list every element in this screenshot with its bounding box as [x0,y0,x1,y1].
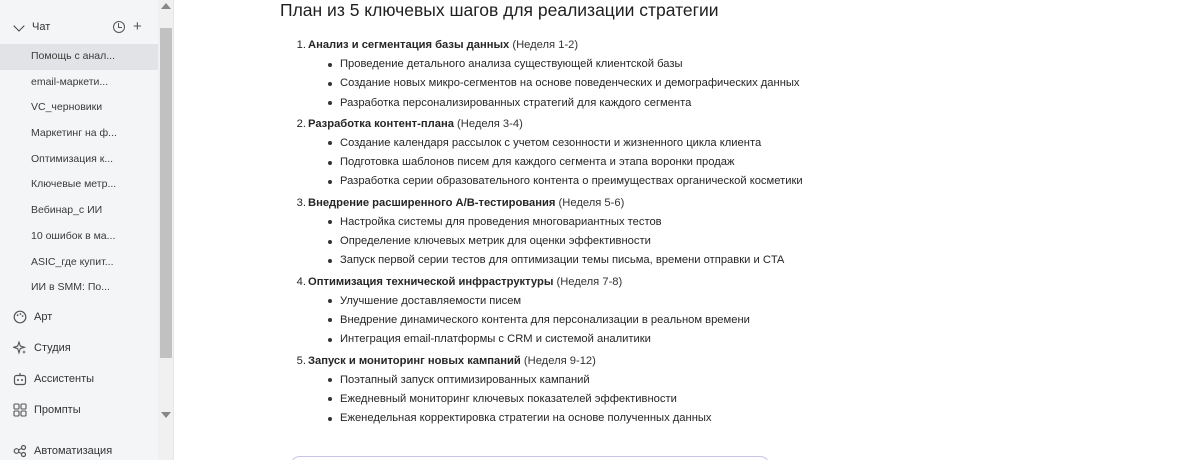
sidebar-item-label: Арт [34,311,53,323]
plan-step-heading [286,352,846,371]
plan-step [286,273,846,350]
list-item: Улучшение доставляемости писем [340,292,846,311]
robot-icon [13,372,27,386]
sidebar-item-label: Промпты [34,404,81,416]
list-item: Еженедельная корректировка стратегии на основе полученных данных [340,409,846,428]
plan-step-heading [286,36,846,55]
sparkle-icon [13,341,27,355]
list-item: Запуск первой серии тестов для оптимизации темы письма, времени отправки и CTA [340,251,846,270]
plan-step-items [286,213,846,271]
history-icon[interactable] [113,21,125,33]
plan-step-period: (Неделя 5-6) [558,196,625,209]
plan-step-number: 2. [296,117,306,130]
plan-step-items [286,292,846,350]
chat-item[interactable]: 10 ошибок в ма... [31,229,116,242]
chevron-down-icon[interactable] [13,20,24,31]
list-item: Ежедневный мониторинг ключевых показателей эффективности [340,390,846,409]
plan-step-title: Оптимизация технической инфраструктуры [308,275,554,288]
plan-step [286,115,846,192]
plan-step-items [286,134,846,192]
list-item: Внедрение динамического контента для персонализации в реальном времени [340,311,846,330]
palette-icon [13,310,27,324]
chat-item[interactable]: ИИ в SMM: По... [31,281,110,294]
message-input[interactable] [290,456,770,460]
chat-item[interactable]: Оптимизация к... [31,152,114,165]
grid-icon [13,403,27,417]
strategy-plan [286,36,846,430]
sidebar-item-label: Автоматизация [34,445,113,457]
list-item: Поэтапный запуск оптимизированных кампаний [340,371,846,390]
plan-step-title: Внедрение расширенного A/B-тестирования [308,196,556,209]
plan-step-items [286,371,846,429]
sidebar-item-prompts[interactable] [0,396,158,424]
plan-step-number: 1. [296,39,306,51]
plan-step-number: 3. [296,196,306,209]
scrollbar-thumb[interactable] [160,28,172,358]
list-item: Подготовка шаблонов писем для каждого сегмента и этапа воронки продаж [340,153,846,172]
list-item: Настройка системы для проведения многовариантных тестов [340,213,846,232]
list-item: Проведение детального анализа существующей клиентской базы [340,55,846,74]
chat-item[interactable]: Вебинар_с ИИ [31,204,103,217]
plan-step-heading [286,194,846,213]
plan-step [286,352,846,429]
plan-step-period: (Неделя 1-2) [512,39,579,51]
sidebar-item-studio[interactable] [0,334,158,362]
list-item: Создание новых микро-сегментов на основе поведенческих и демографических данных [340,74,846,93]
plus-icon[interactable]: + [133,18,142,35]
plan-step-title: Анализ и сегментация базы данных [308,39,510,51]
chat-item[interactable]: Помощь с анал... [0,44,158,70]
sidebar-item-label: Студия [34,342,71,354]
main-content [174,0,1200,460]
sidebar-item-automation[interactable] [0,437,158,460]
list-item: Создание календаря рассылок с учетом сезонности и жизненного цикла клиента [340,134,846,153]
chat-item[interactable]: email-маркети... [31,75,109,88]
plan-step-number: 4. [296,275,306,288]
plan-step [286,36,846,113]
plan-step-number: 5. [296,354,306,367]
list-item: Разработка персонализированных стратегий для каждого сегмента [340,94,846,113]
chat-item[interactable]: Ключевые метр... [31,178,117,191]
plan-step-period: (Неделя 3-4) [457,117,523,130]
automation-icon [13,444,27,458]
list-item: Разработка серии образовательного контента о преимуществах органической косметики [340,172,846,191]
chat-section-label: Чат [32,21,51,33]
plan-step-items [286,55,846,113]
chat-item[interactable]: VC_черновики [31,101,103,114]
sidebar-item-art[interactable] [0,303,158,331]
scroll-down-arrow-icon[interactable] [161,412,171,418]
list-item: Интеграция email-платформы с CRM и системой аналитики [340,330,846,349]
plan-step-heading [286,273,846,292]
plan-step-title: Запуск и мониторинг новых кампаний [308,354,521,367]
sidebar [0,0,174,460]
sidebar-item-assistants[interactable] [0,365,158,393]
plan-step-period: (Неделя 7-8) [556,275,623,288]
list-item: Определение ключевых метрик для оценки эффективности [340,232,846,251]
page-title: План из 5 ключевых шагов для реализации стратегии [280,0,719,20]
chat-list [0,44,158,301]
plan-step [286,194,846,271]
scroll-up-arrow-icon[interactable] [161,3,171,9]
sidebar-item-label: Ассистенты [34,373,95,385]
plan-step-heading [286,115,846,134]
plan-step-period: (Неделя 9-12) [523,354,596,367]
chat-item[interactable]: Маркетинг на ф... [31,127,117,140]
chat-item[interactable]: ASIC_где купит... [31,255,114,268]
chat-section-header[interactable] [0,12,158,44]
plan-step-title: Разработка контент-плана [308,117,454,130]
